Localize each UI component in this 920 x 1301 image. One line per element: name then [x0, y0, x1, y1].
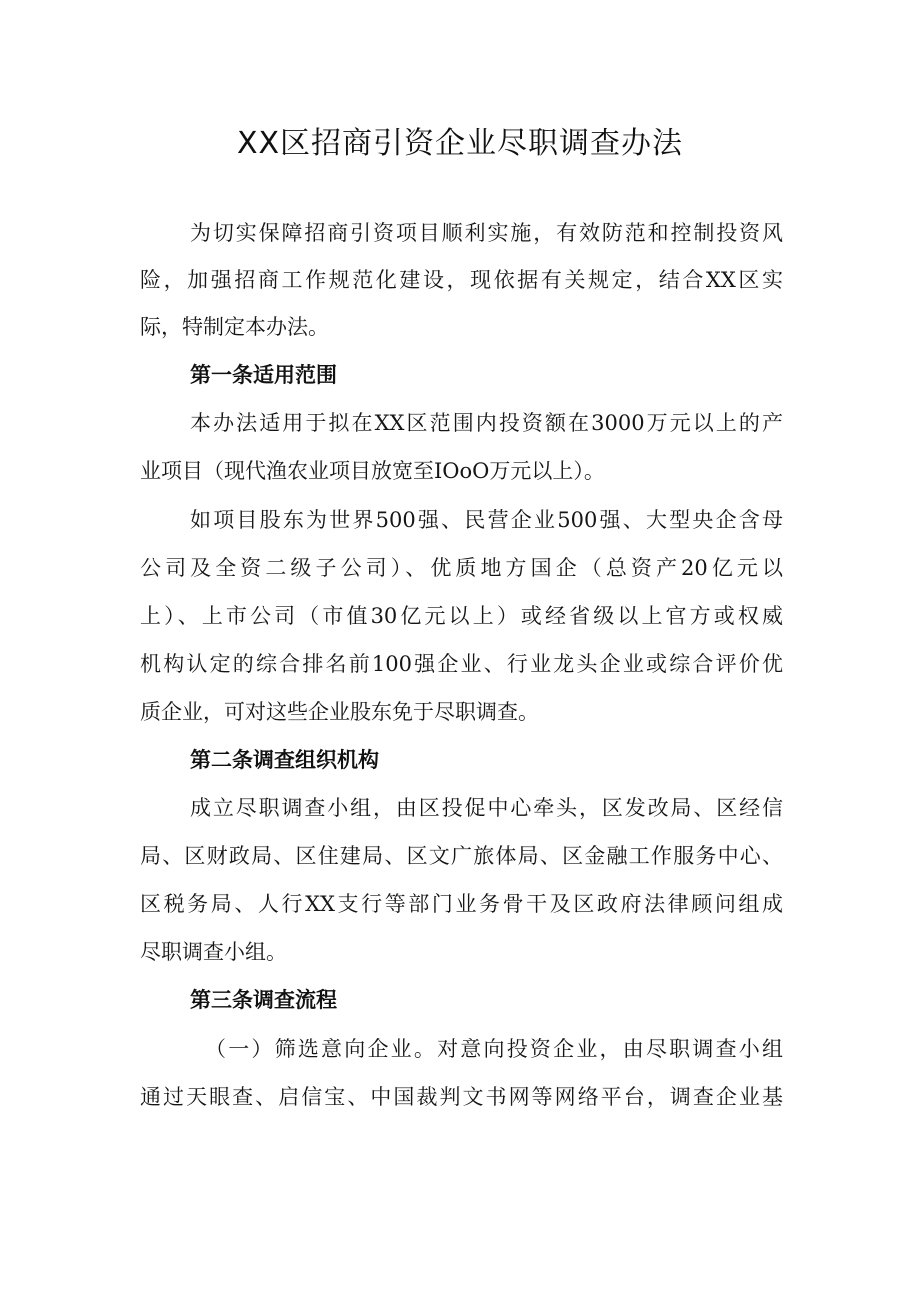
- article-2-heading: 第二条调查组织机构: [190, 748, 379, 772]
- article-1-heading: 第一条适用范围: [190, 363, 337, 387]
- article-1-line: 本办法适用于拟在XX区范围内投资额在3000万元以上的产: [190, 411, 783, 435]
- document-title: XX区招商引资企业尽职调查办法: [236, 126, 684, 161]
- article-1-line: 业项目（现代渔农业项目放宽至IOoO万元以上）。: [140, 459, 605, 483]
- preamble-line: 际，特制定本办法。: [140, 315, 329, 339]
- preamble-line: 险，加强招商工作规范化建设，现依据有关规定，结合XX区实: [140, 268, 783, 292]
- article-3-heading: 第三条调查流程: [190, 988, 337, 1012]
- article-2-line: 区税务局、人行XX支行等部门业务骨干及区政府法律顾问组成: [140, 892, 783, 916]
- article-3-line: 通过天眼查、启信宝、中国裁判文书网等网络平台，调查企业基: [140, 1085, 783, 1109]
- article-2-line: 局、区财政局、区住建局、区文广旅体局、区金融工作服务中心、: [140, 844, 783, 868]
- article-1-line: 如项目股东为世界500强、民营企业500强、大型央企含母: [190, 508, 783, 532]
- article-3-line: （一）筛选意向企业。对意向投资企业，由尽职调查小组: [205, 1037, 783, 1061]
- article-1-line: 公司及全资二级子公司）、优质地方国企（总资产20亿元以: [140, 556, 783, 580]
- article-1-line: 质企业，可对这些企业股东免于尽职调查。: [140, 700, 539, 724]
- article-1-line: 机构认定的综合排名前100强企业、行业龙头企业或综合评价优: [140, 652, 783, 676]
- preamble-line: 为切实保障招商引资项目顺利实施，有效防范和控制投资风: [190, 221, 783, 245]
- article-2-line: 成立尽职调查小组，由区投促中心牵头，区发改局、区经信: [190, 796, 783, 820]
- article-1-line: 上）、上市公司（市值30亿元以上）或经省级以上官方或权威: [140, 604, 783, 628]
- article-2-line: 尽职调查小组。: [140, 940, 287, 964]
